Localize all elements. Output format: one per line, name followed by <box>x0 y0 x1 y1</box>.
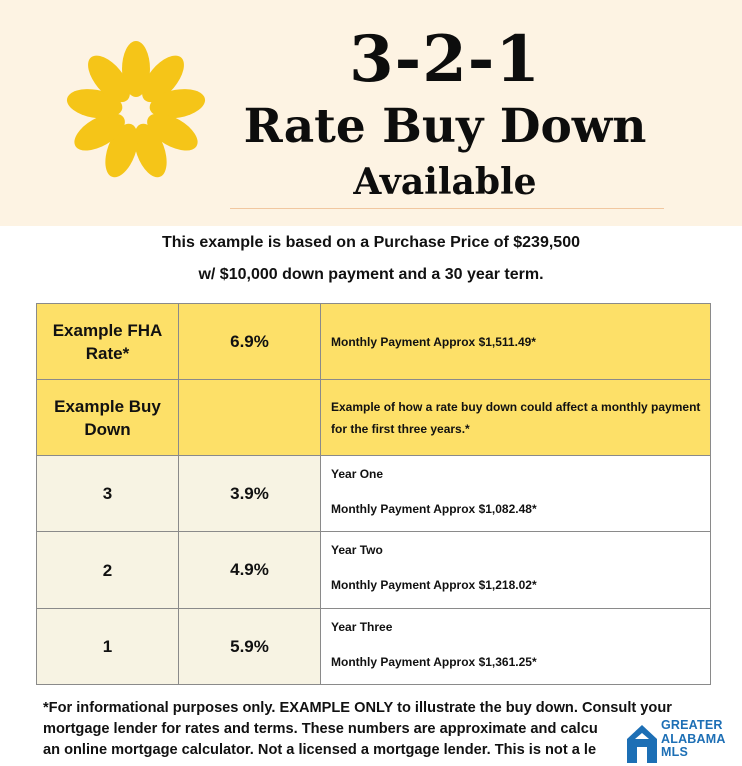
flower-icon <box>62 40 210 182</box>
step-number: 3 <box>37 456 179 532</box>
buydown-label: Example Buy Down <box>37 380 179 456</box>
intro-line-2: w/ $10,000 down payment and a 30 year term. <box>198 266 544 283</box>
title-sub: Rate Buy Down <box>243 99 647 154</box>
header-banner <box>0 0 742 226</box>
step-detail <box>321 609 711 685</box>
disclaimer-line-3: an online mortgage calculator. Not a licensed a mortgage lender. This is not a le <box>43 742 597 758</box>
table-row-fha <box>37 304 711 380</box>
buydown-detail: Example of how a rate buy down could affect a monthly payment for the first three years.* <box>321 380 711 456</box>
table-row-buydown <box>37 380 711 456</box>
step-detail <box>321 456 711 532</box>
table-row <box>37 532 711 609</box>
monthly-payment: Monthly Payment Approx $1,082.48* <box>331 502 537 516</box>
logo-line-1: GREATER <box>661 718 723 732</box>
greater-alabama-mls-logo <box>624 716 742 766</box>
disclaimer-line-1: *For informational purposes only. EXAMPLE ONLY to illustrate the buy down. Consult your <box>43 700 672 716</box>
table-row <box>37 456 711 532</box>
header-divider <box>230 208 664 209</box>
step-rate: 4.9% <box>179 532 321 609</box>
step-detail <box>321 532 711 609</box>
year-label: Year Two <box>331 543 383 557</box>
fha-label: Example FHA Rate* <box>37 304 179 380</box>
logo-line-2: ALABAMA <box>661 731 726 746</box>
monthly-payment: Monthly Payment Approx $1,218.02* <box>331 578 537 592</box>
table-row <box>37 609 711 685</box>
title-available: Available <box>353 161 537 203</box>
rate-table <box>36 303 711 685</box>
year-label: Year One <box>331 467 384 481</box>
fha-detail: Monthly Payment Approx $1,511.49* <box>321 304 711 380</box>
house-icon <box>625 719 659 765</box>
buydown-rate <box>179 380 321 456</box>
monthly-payment: Monthly Payment Approx $1,361.25* <box>331 655 537 669</box>
step-rate: 3.9% <box>179 456 321 532</box>
year-label: Year Three <box>331 620 393 634</box>
intro-line-1: This example is based on a Purchase Price of $239,500 <box>162 234 580 251</box>
step-number: 1 <box>37 609 179 685</box>
step-number: 2 <box>37 532 179 609</box>
disclaimer-line-2: mortgage lender for rates and terms. These numbers are approximate and calcu <box>43 721 598 737</box>
disclaimer <box>43 698 723 761</box>
logo-line-3: MLS <box>661 745 688 759</box>
title-main: 3-2-1 <box>349 22 541 97</box>
step-rate: 5.9% <box>179 609 321 685</box>
fha-rate: 6.9% <box>179 304 321 380</box>
